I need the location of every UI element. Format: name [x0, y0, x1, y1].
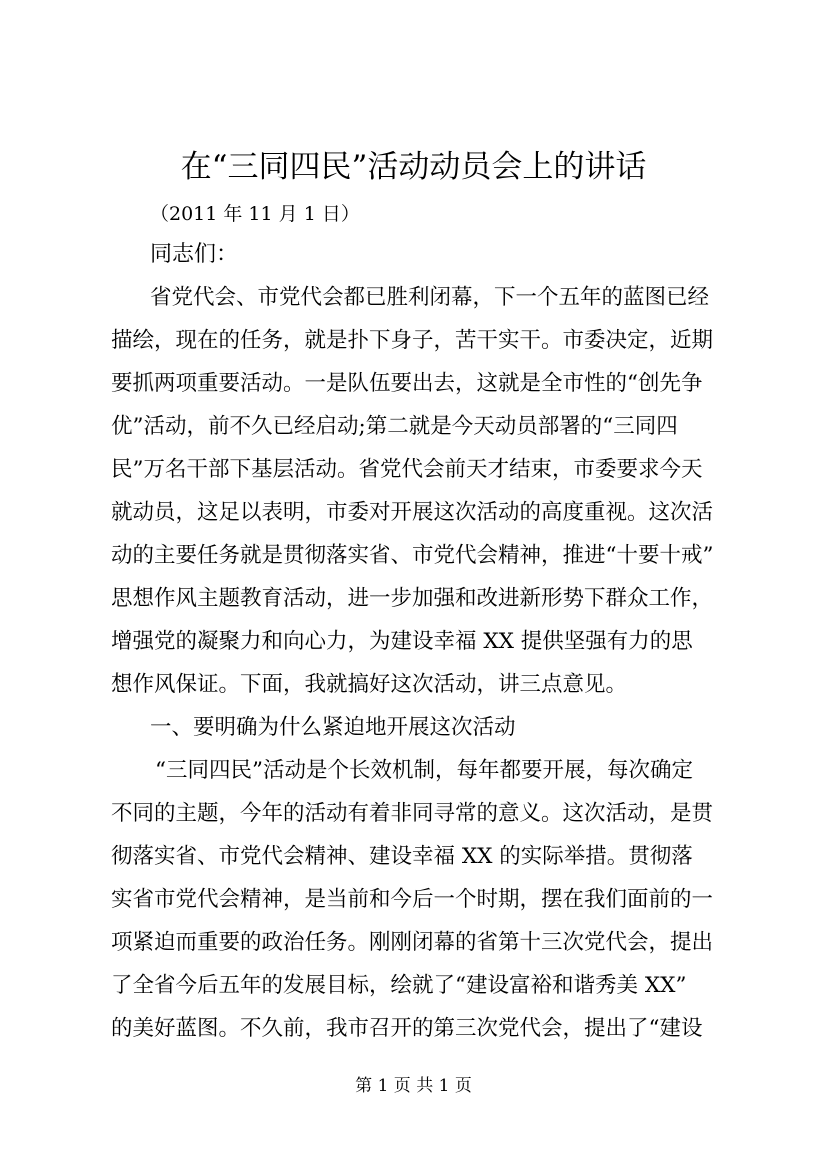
body-line: 要抓两项重要活动。一是队伍要出去，这就是全市性的“创先争: [111, 371, 703, 396]
body-line: 不同的主题，今年的活动有着非同寻常的意义。这次活动，是贯: [111, 801, 714, 826]
body-line: 民”万名干部下基层活动。省党代会前天才结束，市委要求今天: [111, 457, 703, 482]
body-line: “三同四民”活动是个长效机制，每年都要开展，每次确定: [155, 758, 693, 783]
salutation: 同志们：: [150, 242, 239, 267]
body-line: 动的主要任务就是贯彻落实省、市党代会精神，推进“十要十戒”: [111, 543, 714, 568]
body-line: 增强党的凝聚力和向心力，为建设幸福 XX 提供坚强有力的思: [111, 629, 693, 654]
body-line: 就动员，这足以表明，市委对开展这次活动的高度重视。这次活: [111, 500, 714, 525]
body-line: 彻落实省、市党代会精神、建设幸福 XX 的实际举措。贯彻落: [111, 844, 693, 869]
body-line: 项紧迫而重要的政治任务。刚刚闭幕的省第十三次党代会，提出: [111, 930, 714, 955]
document-title: 在“三同四民”活动动员会上的讲话: [180, 149, 647, 185]
body-line: 思想作风主题教育活动，进一步加强和改进新形势下群众工作，: [111, 586, 714, 611]
body-line: 优”活动，前不久已经启动;第二就是今天动员部署的“三同四: [111, 414, 678, 439]
body-line: 的美好蓝图。不久前，我市召开的第三次党代会，提出了“建设: [111, 1016, 703, 1041]
speech-date: （2011 年 11 月 1 日）: [150, 203, 360, 225]
body-line: 了全省今后五年的发展目标，绘就了“建设富裕和谐秀美 XX”: [111, 973, 687, 998]
body-line: 描绘，现在的任务，就是扑下身子，苦干实干。市委决定，近期: [111, 328, 714, 353]
page-number: 第 1 页 共 1 页: [355, 1076, 472, 1096]
body-line: 实省市党代会精神，是当前和今后一个时期，摆在我们面前的一: [111, 887, 714, 912]
body-line: 想作风保证。下面，我就搞好这次活动，讲三点意见。: [111, 672, 628, 697]
body-line: 省党代会、市党代会都已胜利闭幕，下一个五年的蓝图已经: [150, 285, 710, 310]
section-heading: 一、要明确为什么紧迫地开展这次活动: [150, 715, 516, 740]
